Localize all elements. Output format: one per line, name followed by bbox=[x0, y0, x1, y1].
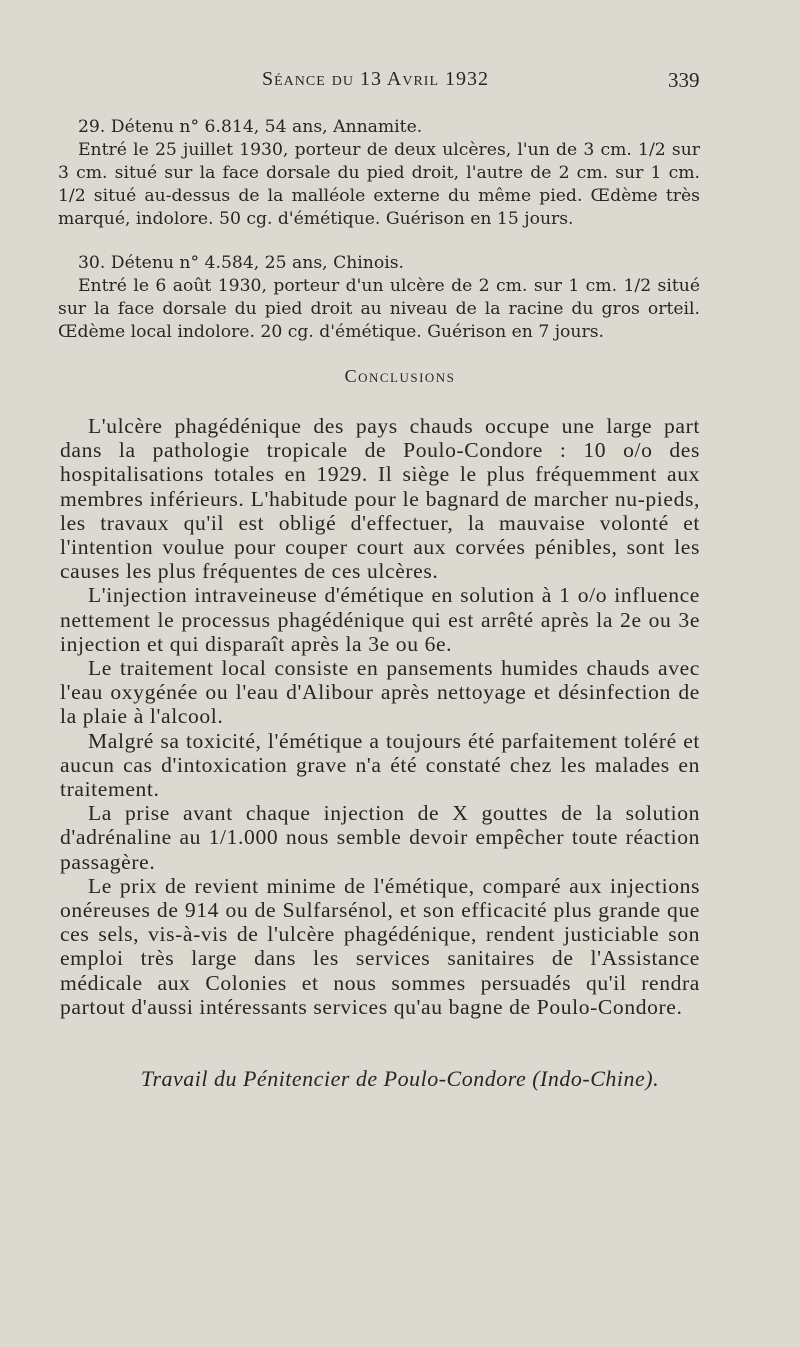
conclusions-paragraph: L'ulcère phagédénique des pays chauds occupe une large part dans la pathologie tropicale de Poulo-Condore : 10 o/o des hospitalisations totales en 1929. Il siège le plus fréquemment aux membres inférieurs. L'habitude pour le bagnard de marcher nu-pieds, les travaux qu'il est obligé d'effectuer, la mauvaise volonté et l'intention voulue pour couper court aux corvées pénibles, sont les causes les plus fréquentes de ces ulcères. bbox=[60, 414, 700, 584]
case-title: 29. Détenu n° 6.814, 54 ans, Annamite. bbox=[78, 117, 423, 137]
case-entry-29 bbox=[58, 116, 700, 231]
conclusions-paragraph: Malgré sa toxicité, l'émétique a toujours été parfaitement toléré et aucun cas d'intoxication grave n'a été constaté chez les malades en traitement. bbox=[60, 728, 700, 802]
case-body: Entré le 25 juillet 1930, porteur de deux ulcères, l'un de 3 cm. 1/2 sur 3 cm. situé sur la face dorsale du pied droit, l'autre de 2 cm. sur 1 cm. 1/2 situé au-dessus de la malléole externe du même pied. Œdème très marqué, indolore. 50 cg. d'émétique. Guérison en 15 jours. bbox=[58, 140, 700, 229]
signature-line: Travail du Pénitencier de Poulo-Condore (Indo-Chine). bbox=[140, 1066, 660, 1091]
case-list bbox=[58, 116, 700, 365]
case-entry-30 bbox=[58, 252, 700, 344]
running-head-title: Séance du 13 Avril 1932 bbox=[262, 68, 490, 90]
running-head bbox=[0, 68, 800, 98]
page-number: 339 bbox=[668, 68, 700, 92]
conclusions-paragraph: Le traitement local consiste en pansements humides chauds avec l'eau oxygénée ou l'eau d'Alibour après nettoyage et désinfection de la plaie à l'alcool. bbox=[60, 656, 700, 729]
conclusions-paragraph: Le prix de revient minime de l'émétique, comparé aux injections onéreuses de 914 ou de Sulfarsénol, et son efficacité plus grande que ces sels, vis-à-vis de l'ulcère phagédénique, rendent justiciable son emploi très large dans les services sanitaires de l'Assistance médicale aux Colonies et nous sommes persuadés qu'il rendra partout d'aussi intéressants services qu'au bagne de Poulo-Condore. bbox=[60, 873, 700, 1019]
conclusions-heading: Conclusions bbox=[344, 366, 456, 386]
case-title: 30. Détenu n° 4.584, 25 ans, Chinois. bbox=[78, 253, 405, 273]
conclusions-paragraph: La prise avant chaque injection de X gouttes de la solution d'adrénaline au 1/1.000 nous semble devoir empêcher toute réaction passagère. bbox=[60, 801, 700, 874]
conclusions-body bbox=[60, 414, 700, 1019]
conclusions-paragraph: L'injection intraveineuse d'émétique en solution à 1 o/o influence nettement le processus phagédénique qui est arrêté après la 2e ou 3e injection et qui disparaît après la 3e ou 6e. bbox=[60, 583, 700, 656]
case-body: Entré le 6 août 1930, porteur d'un ulcère de 2 cm. sur 1 cm. 1/2 situé sur la face dorsale du pied droit au niveau de la racine du gros orteil. Œdème local indolore. 20 cg. d'émétique. Guérison en 7 jours. bbox=[58, 276, 700, 342]
